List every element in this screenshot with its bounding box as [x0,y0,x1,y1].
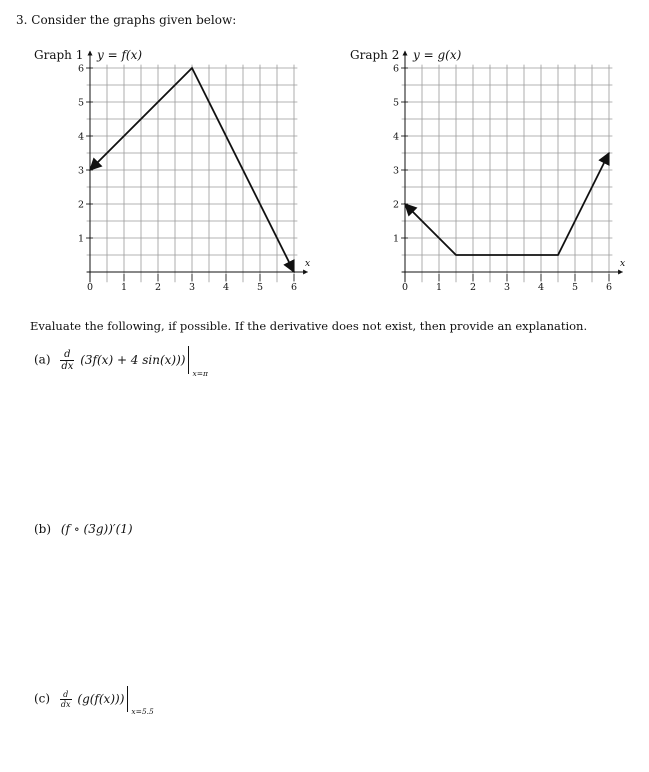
part-a-expression: (3f(x) + 4 sin(x))) [80,352,186,367]
part-c-derivative-denominator: dx [60,699,71,709]
graph-2-plot [0,0,649,300]
x-tick-label: 3 [503,282,511,293]
x-tick-label: 2 [154,282,162,293]
part-c-derivative-numerator: d [60,690,72,700]
y-tick-label: 3 [77,165,84,177]
x-axis-label: x [619,258,626,269]
graph-2-function-label: y = g(x) [413,48,462,62]
x-tick-label: 4 [222,282,230,293]
part-b-expression: (f ∘ (3g))′(1) [60,522,133,536]
x-tick-label: 3 [188,282,196,293]
question-title: 3. Consider the graphs given below: [16,13,237,27]
y-tick-label: 2 [77,199,84,211]
y-tick-label: 1 [392,233,399,245]
y-tick-label: 5 [392,97,399,109]
part-c-expression: (g(f(x))) [77,691,125,706]
x-tick-label: 5 [571,282,579,293]
part-b-label: (b) [34,522,52,536]
y-tick-label: 6 [392,63,399,75]
part-a-derivative-operator [60,349,74,372]
x-tick-label: 0 [401,282,409,293]
graph-1-label: Graph 1 [34,48,84,62]
part-a-derivative-denominator: dx [61,360,74,372]
y-tick-label: 1 [77,233,84,245]
y-tick-label: 4 [392,131,399,143]
part-c-evaluation-bar [127,686,158,716]
y-tick-label: 3 [392,165,399,177]
y-tick-label: 5 [77,97,84,109]
x-tick-label: 0 [86,282,94,293]
x-tick-label: 6 [290,282,298,293]
part-c-derivative-operator [60,690,72,709]
x-axis-label: x [304,258,311,269]
part-a-label: (a) [34,352,51,367]
part-a-evaluation-bar [188,346,219,378]
x-tick-label: 5 [256,282,264,293]
part-c [34,686,158,716]
part-a-derivative-numerator: d [60,349,74,361]
instructions-text: Evaluate the following, if possible. If the derivative does not exist, then provide an explanation. [30,319,588,333]
part-b [34,522,133,536]
y-tick-label: 4 [77,131,84,143]
part-c-evaluation-point: x=5.5 [131,707,154,716]
y-tick-label: 2 [392,199,399,211]
part-a-evaluation-point: x=π [192,369,208,378]
part-a [34,346,219,378]
y-tick-label: 6 [77,63,84,75]
x-tick-label: 4 [537,282,545,293]
part-c-label: (c) [34,691,51,706]
graph-2-grid [402,65,613,283]
graph-2-label: Graph 2 [350,48,400,62]
x-tick-label: 6 [605,282,613,293]
x-tick-label: 2 [469,282,477,293]
x-tick-label: 1 [120,282,128,293]
graph-1-function-label: y = f(x) [97,48,143,62]
x-tick-label: 1 [435,282,443,293]
